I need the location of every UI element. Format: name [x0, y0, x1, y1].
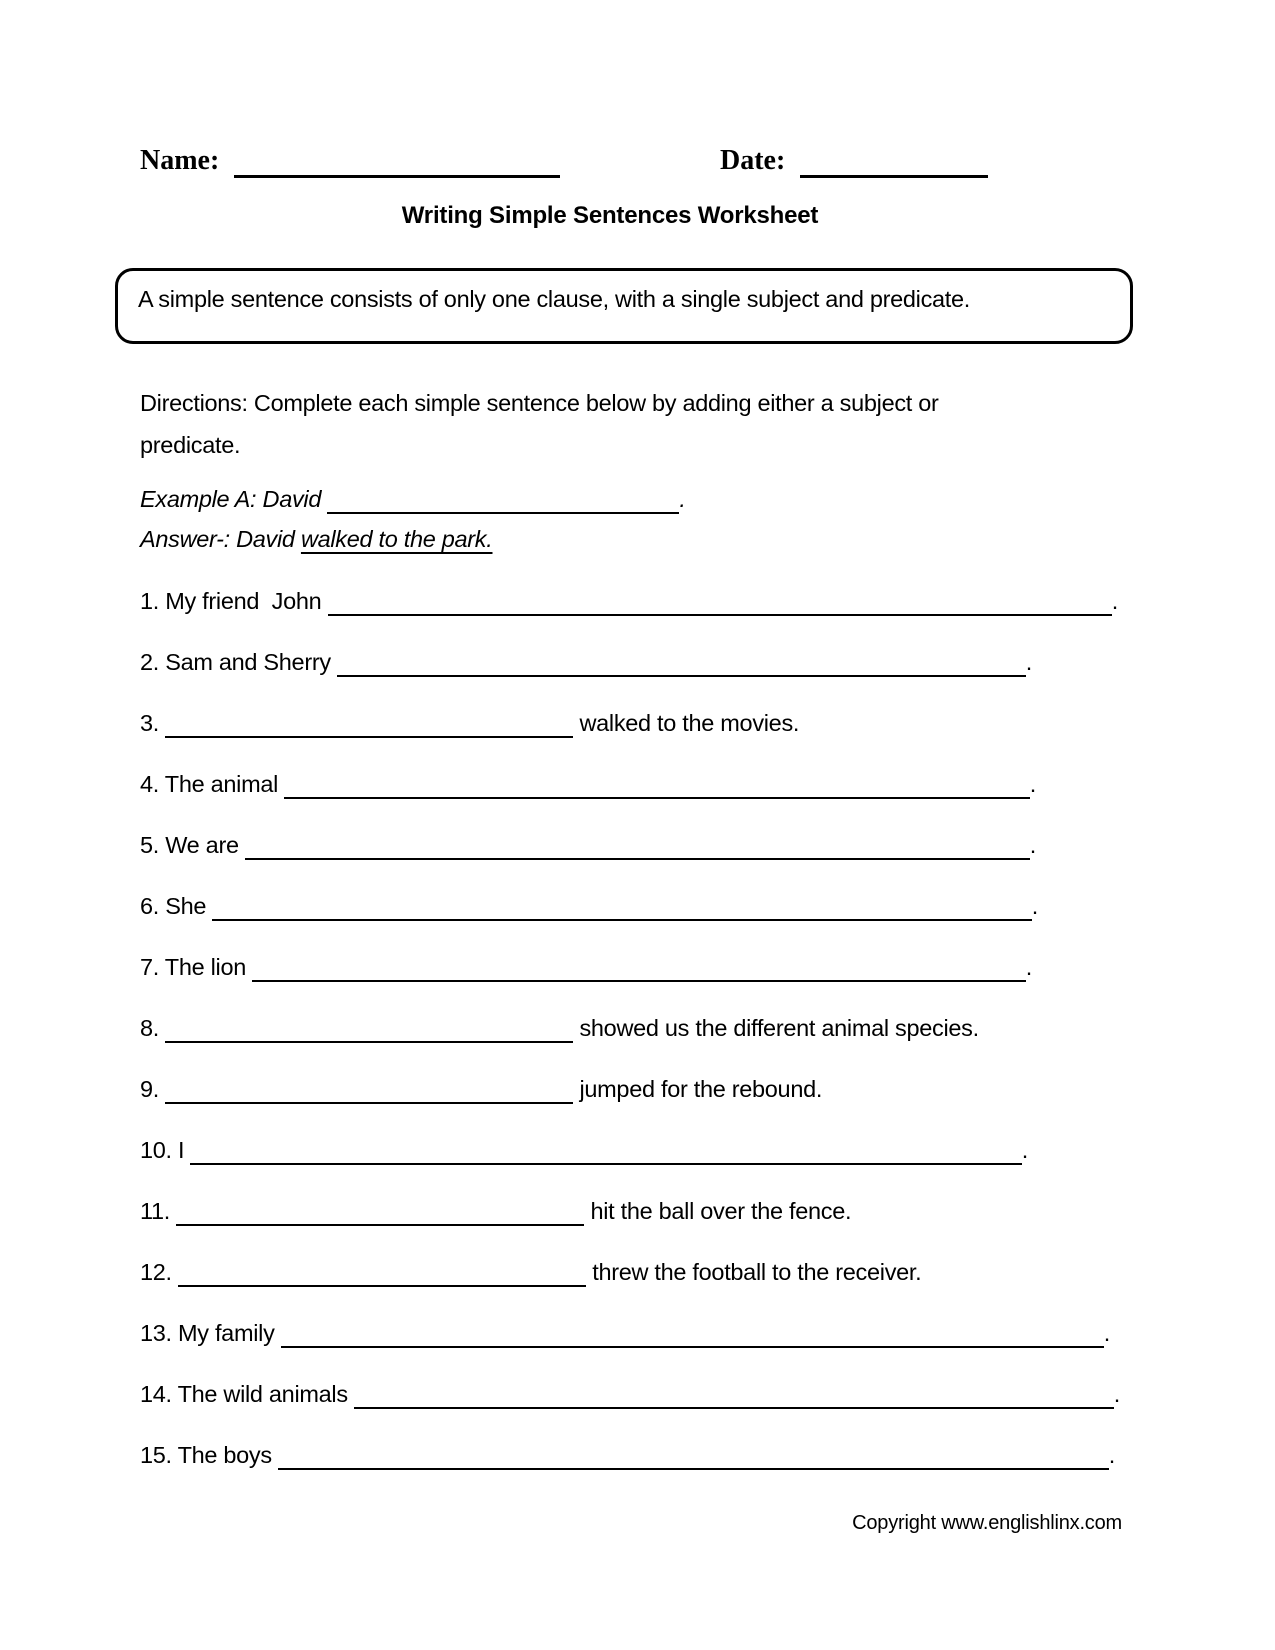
worksheet-item: [140, 1135, 1028, 1165]
definition-box: [115, 268, 1133, 344]
answer-blank-line: [190, 1135, 1021, 1165]
example-blank-line: [327, 484, 679, 514]
name-field: [140, 144, 560, 178]
example-line: [140, 484, 1100, 514]
items-list: [140, 586, 1135, 1501]
item-text-before-blank: 7. The lion: [140, 954, 253, 980]
worksheet-item: [140, 952, 1032, 982]
item-text-after-blank: threw the football to the receiver.: [586, 1259, 922, 1285]
answer-blank-line: [165, 1013, 573, 1043]
copyright: Copyright www.englishlinx.com: [852, 1512, 1122, 1534]
name-label: Name:: [140, 145, 227, 176]
date-label: Date:: [720, 145, 793, 176]
item-text-after-blank: .: [1021, 1137, 1028, 1163]
worksheet-item: [140, 1196, 1135, 1226]
answer-line: [140, 524, 1100, 554]
worksheet-item: [140, 1013, 1135, 1043]
answer-blank-line: [252, 952, 1026, 982]
example-period: .: [679, 486, 686, 512]
item-text-before-blank: 6. She: [140, 893, 213, 919]
worksheet-item: [140, 708, 1135, 738]
answer-blank-line: [178, 1257, 586, 1287]
example-block: [140, 484, 1100, 564]
answer-blank-line: [354, 1379, 1114, 1409]
item-text-after-blank: .: [1029, 771, 1036, 797]
item-text-after-blank: walked to the movies.: [573, 710, 800, 736]
item-text-before-blank: 11.: [140, 1198, 177, 1224]
answer-blank-line: [278, 1440, 1109, 1470]
page-title: Writing Simple Sentences Worksheet: [401, 202, 819, 229]
item-text-after-blank: .: [1031, 893, 1038, 919]
item-text-before-blank: 3.: [140, 710, 166, 736]
answer-blank-line: [337, 647, 1026, 677]
item-text-after-blank: .: [1025, 954, 1032, 980]
answer-blank-line: [165, 1074, 573, 1104]
worksheet-item: [140, 1074, 1135, 1104]
date-field: [720, 144, 988, 178]
item-text-after-blank: .: [1113, 1381, 1120, 1407]
item-text-before-blank: 5. We are: [140, 832, 245, 858]
header: [140, 144, 1135, 178]
worksheet-item: [140, 1379, 1120, 1409]
answer-blank-line: [245, 830, 1030, 860]
item-text-after-blank: .: [1111, 588, 1118, 614]
date-blank-line: [800, 144, 988, 178]
worksheet-item: [140, 891, 1038, 921]
definition-text: A simple sentence consists of only one clause, with a single subject and predicate.: [138, 286, 971, 312]
item-text-before-blank: 1. My friend John: [140, 588, 328, 614]
item-text-after-blank: .: [1025, 649, 1032, 675]
item-text-before-blank: 15. The boys: [140, 1442, 279, 1468]
answer-blank-line: [165, 708, 573, 738]
item-text-after-blank: .: [1108, 1442, 1115, 1468]
item-text-before-blank: 8.: [140, 1015, 166, 1041]
item-text-after-blank: showed us the different animal species.: [573, 1015, 979, 1041]
item-text-before-blank: 14. The wild animals: [140, 1381, 355, 1407]
worksheet-item: [140, 830, 1036, 860]
item-text-after-blank: .: [1103, 1320, 1110, 1346]
name-blank-line: [234, 144, 560, 178]
answer-underlined-text: walked to the park.: [300, 526, 493, 552]
answer-blank-line: [284, 769, 1029, 799]
answer-blank-line: [281, 1318, 1104, 1348]
worksheet-item: [140, 1440, 1115, 1470]
answer-prefix: Answer-: David: [140, 526, 301, 552]
directions-line2: predicate.: [140, 432, 241, 458]
item-text-before-blank: 10. I: [140, 1137, 191, 1163]
item-text-before-blank: 4. The animal: [140, 771, 285, 797]
answer-blank-line: [212, 891, 1031, 921]
item-text-before-blank: 2. Sam and Sherry: [140, 649, 338, 675]
answer-blank-line: [176, 1196, 584, 1226]
worksheet-item: [140, 1318, 1110, 1348]
worksheet-item: [140, 647, 1032, 677]
example-prefix: Example A: David: [140, 486, 328, 512]
item-text-after-blank: .: [1029, 832, 1036, 858]
item-text-before-blank: 9.: [140, 1076, 166, 1102]
directions: [140, 382, 1100, 466]
worksheet-item: [140, 1257, 1135, 1287]
item-text-after-blank: jumped for the rebound.: [573, 1076, 823, 1102]
answer-blank-line: [328, 586, 1112, 616]
worksheet-item: [140, 586, 1118, 616]
worksheet-item: [140, 769, 1036, 799]
directions-line1: Directions: Complete each simple sentence below by adding either a subject or: [140, 390, 939, 416]
item-text-before-blank: 13. My family: [140, 1320, 281, 1346]
item-text-after-blank: hit the ball over the fence.: [584, 1198, 852, 1224]
item-text-before-blank: 12.: [140, 1259, 178, 1285]
